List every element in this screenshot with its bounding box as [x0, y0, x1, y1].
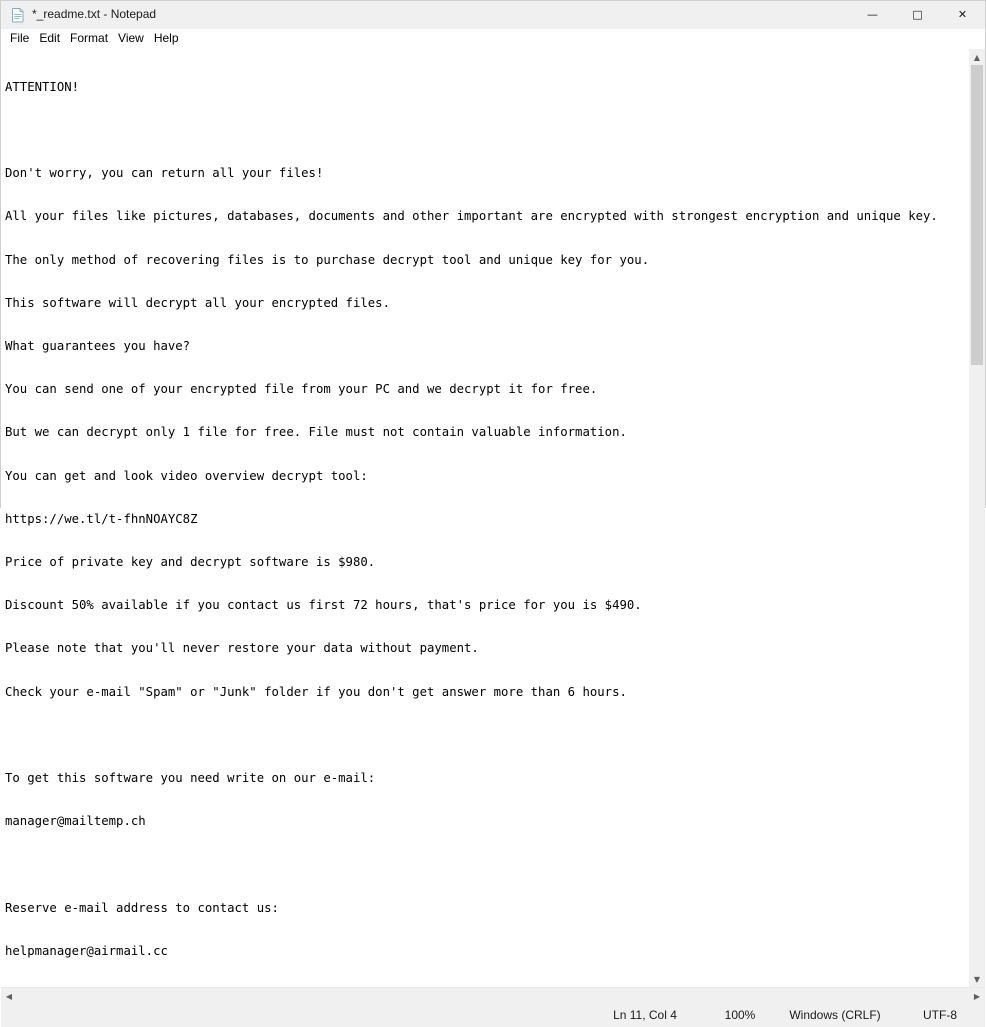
text-line: manager@mailtemp.ch	[5, 814, 146, 829]
close-button[interactable]	[940, 1, 985, 28]
text-line: helpmanager@airmail.cc	[5, 943, 168, 958]
menu-item-format[interactable]: Format	[70, 31, 109, 45]
menu-item-file[interactable]: File	[10, 31, 30, 45]
text-line: Don't worry, you can return all your files!	[5, 166, 324, 181]
text-line: This software will decrypt all your encrypted files.	[5, 295, 390, 310]
text-line: Reserve e-mail address to contact us:	[5, 900, 279, 915]
text-line	[5, 857, 968, 871]
horizontal-scroll-track[interactable]	[17, 988, 969, 1004]
text-line: What guarantees you have?	[5, 339, 191, 354]
status-zoom-level[interactable]: 100%	[724, 1008, 756, 1023]
window-title: *_readme.txt - Notepad	[32, 7, 157, 21]
status-cursor-position: Ln 11, Col 4	[613, 1008, 677, 1023]
horizontal-scrollbar[interactable]	[1, 987, 985, 1004]
text-line	[5, 123, 968, 137]
status-encoding[interactable]: UTF-8	[923, 1008, 957, 1023]
text-line: Please note that you'll never restore your data without payment.	[5, 641, 479, 656]
status-bar	[1, 1004, 985, 1027]
title-bar[interactable]	[1, 1, 985, 29]
minimize-button[interactable]	[850, 1, 895, 28]
menu-bar	[1, 29, 985, 49]
text-line: ATTENTION!	[5, 79, 80, 94]
text-editor[interactable]	[1, 49, 968, 987]
close-icon: ✕	[957, 8, 968, 21]
menu-item-edit[interactable]: Edit	[39, 31, 61, 45]
text-line: Discount 50% available if you contact us first 72 hours, that's price for you is $490.	[5, 598, 642, 613]
vertical-scroll-track[interactable]	[969, 65, 985, 971]
scroll-up-icon[interactable]: ▲	[973, 52, 981, 62]
text-line: The only method of recovering files is to purchase decrypt tool and unique key for you.	[5, 252, 650, 267]
text-line: Check your e-mail "Spam" or "Junk" folder if you don't get answer more than 6 hours.	[5, 684, 627, 699]
text-line: But we can decrypt only 1 file for free. File must not contain valuable information.	[5, 425, 627, 440]
window-controls	[850, 1, 985, 28]
editor-area	[1, 49, 985, 987]
vertical-scroll-thumb[interactable]	[971, 65, 983, 365]
menu-item-help[interactable]: Help	[153, 31, 179, 45]
status-line-endings[interactable]: Windows (CRLF)	[789, 1008, 881, 1023]
text-line	[5, 728, 968, 742]
menu-item-view[interactable]: View	[118, 31, 144, 45]
scroll-down-icon[interactable]: ▼	[973, 974, 981, 984]
text-line: Price of private key and decrypt software is $980.	[5, 555, 376, 570]
scroll-right-icon[interactable]: ▶	[973, 991, 981, 1001]
minimize-icon: —	[867, 8, 878, 21]
scroll-left-icon[interactable]: ◀	[5, 991, 13, 1001]
text-line: You can send one of your encrypted file from your PC and we decrypt it for free.	[5, 382, 598, 397]
text-line: You can get and look video overview decrypt tool:	[5, 468, 368, 483]
notepad-document-icon	[10, 7, 26, 23]
text-line: All your files like pictures, databases, documents and other important are encrypted with strongest encryption and unique key.	[5, 209, 938, 224]
maximize-icon: □	[912, 8, 923, 21]
maximize-button[interactable]	[895, 1, 940, 28]
vertical-scrollbar[interactable]	[968, 49, 985, 987]
text-line: https://we.tl/t-fhnNOAYC8Z	[5, 511, 198, 526]
text-line: To get this software you need write on our e-mail:	[5, 771, 376, 786]
